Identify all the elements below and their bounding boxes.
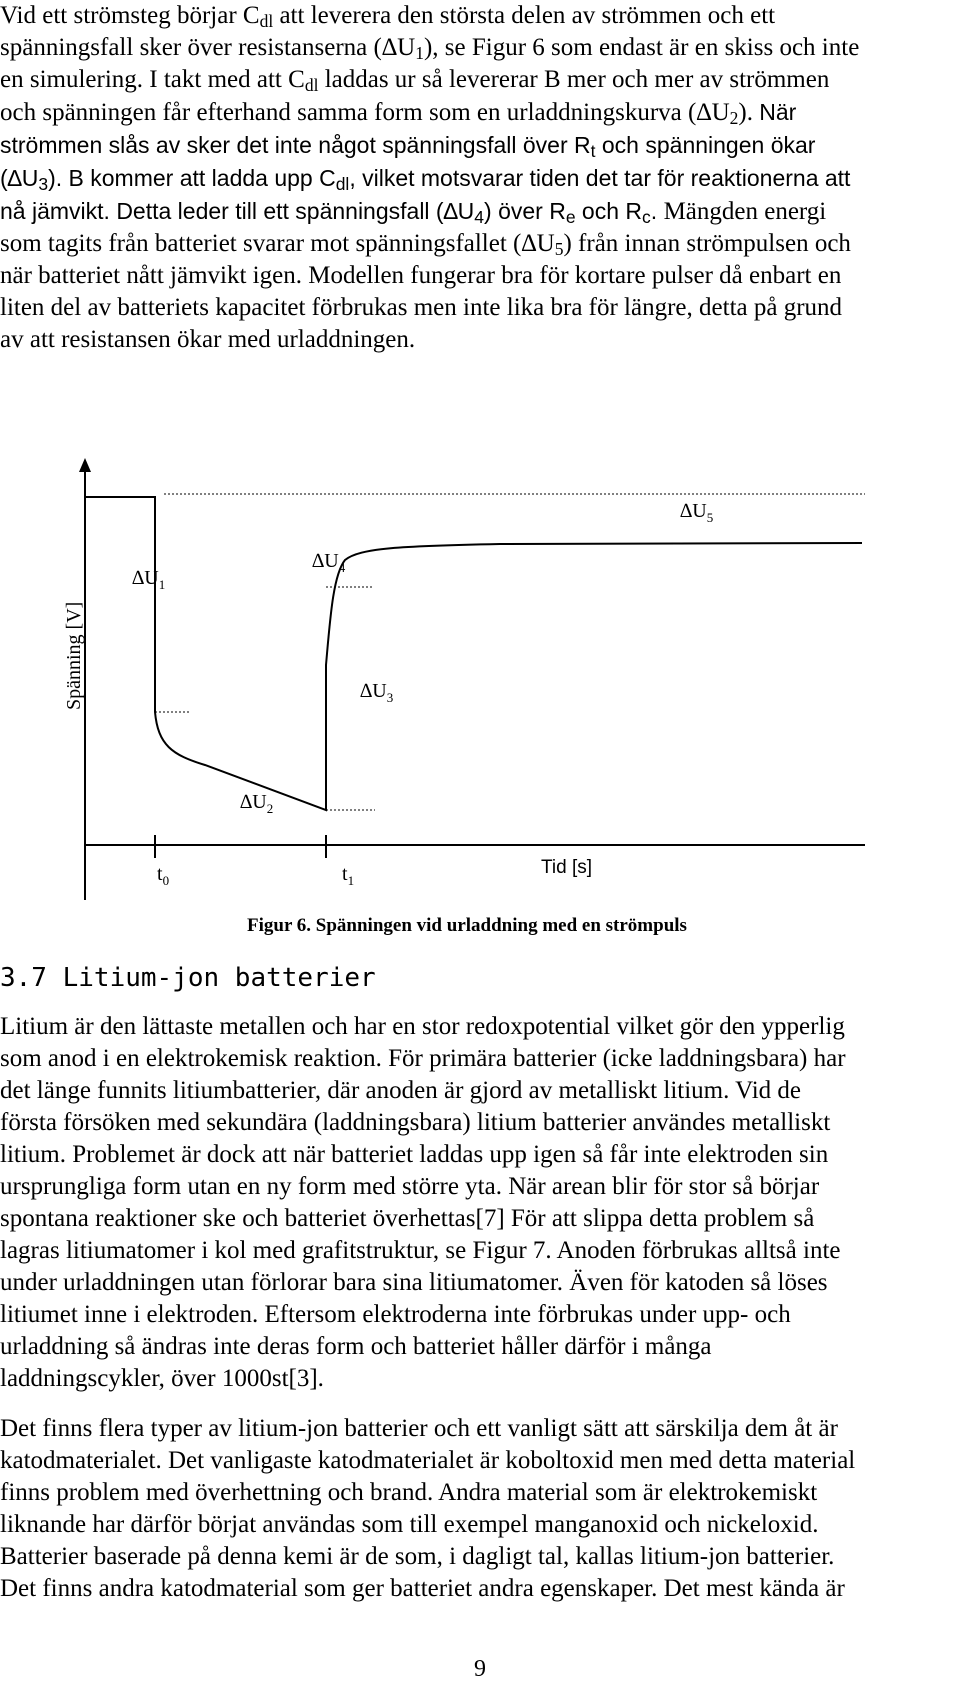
text-line: laddningscykler, över 1000st[3]. [0, 1365, 324, 1392]
text-line: liknande har därför börjat användas som till exempel manganoxid och nickeloxid. [0, 1511, 819, 1538]
delta-u2-label: $\Delta U_2$ [240, 791, 274, 816]
delta-u5-label: $\Delta U_5$ [680, 500, 714, 525]
page-number: 9 [474, 1656, 486, 1682]
text-run: Vid ett strömsteg börjar C [0, 2, 260, 29]
text-run: en simulering. I takt med att C [0, 66, 305, 93]
text-run: att leverera den största delen av strömmen och ett [273, 2, 776, 29]
t1-label: $t_1$ [342, 863, 355, 888]
text-line: litium. Problemet är dock att när batteriet laddas upp igen så får inte elektroden sin [0, 1141, 829, 1168]
text-run: när batteriet nått jämvikt igen. Modellen fungerar bra för kortare pulser då enbart en [0, 262, 842, 289]
text-run: . [650, 198, 664, 224]
text-run: och spänningen ökar [595, 132, 816, 158]
delta-u3-label: $\Delta U_3$ [360, 680, 394, 705]
text-run: strömmen slås av sker det inte något spänningsfall över R [0, 132, 591, 158]
text-line: som anod i en elektrokemisk reaktion. För primära batterier (icke laddningsbara) har [0, 1045, 846, 1072]
text-line: Batterier baserade på denna kemi är de som, i dagligt tal, kallas litium-jon batterier. [0, 1543, 835, 1570]
text-line: urladdning så ändras inte deras form och batteriet håller därför i många [0, 1333, 712, 1360]
delta-u1-label: $\Delta U_1$ [132, 567, 166, 592]
text-line: Litium är den lättaste metallen och har en stor redoxpotential vilket gör den ypperlig [0, 1013, 845, 1040]
paragraph-litium [0, 1011, 960, 1395]
y-axis-label: Spänning [V] [63, 601, 85, 710]
subscript: 1 [415, 42, 424, 63]
subscript: dl [259, 10, 274, 31]
text-run: och spänningen får efterhand samma form som en urladdningskurva (∆U [0, 99, 730, 126]
subscript: c [642, 206, 651, 227]
subscript: e [565, 206, 576, 227]
text-line: ursprungliga form utan en ny form med större yta. När arean blir för stor så börjar [0, 1173, 820, 1200]
text-line: Det finns flera typer av litium-jon batterier och ett vanligt sätt att särskilja dem åt är [0, 1415, 838, 1442]
subscript: 4 [474, 206, 485, 227]
text-run: (∆U [0, 165, 39, 191]
figure-caption: Figur 6. Spänningen vid urladdning med en strömpuls [247, 915, 687, 936]
section-heading: 3.7 Litium-jon batterier [0, 963, 376, 993]
text-line: finns problem med överhettning och brand. Andra material som är elektrokemiskt [0, 1479, 818, 1506]
t0-label: $t_0$ [157, 863, 170, 888]
subscript: 2 [729, 107, 739, 128]
subscript: dl [335, 173, 350, 194]
text-line: litiumet inne i elektroden. Eftersom elektroderna inte förbrukas under upp- och [0, 1301, 791, 1328]
text-run: ), se Figur 6 som endast är en skiss och inte [423, 34, 860, 61]
text-line: lagras litiumatomer i kol med grafitstruktur, se Figur 7. Anoden förbrukas alltså inte [0, 1237, 841, 1264]
text-run: ). B kommer att ladda upp C [48, 165, 336, 191]
text-run: som tagits från batteriet svarar mot spänningsfallet (∆U [0, 230, 555, 257]
text-line: Det finns andra katodmaterial som ger batteriet andra egenskaper. Det mest kända är [0, 1575, 845, 1602]
text-run: , vilket motsvarar tiden det tar för reaktionerna att [349, 165, 851, 191]
voltage-curve [85, 497, 862, 810]
text-run: laddas ur så levererar B mer och mer av strömmen [318, 66, 830, 93]
text-run: av att resistansen ökar med urladdningen. [0, 326, 416, 353]
text-line: under urladdningen utan förlorar bara sina litiumatomer. Även för katoden så löses [0, 1269, 828, 1296]
text-line: spontana reaktioner ske och batteriet överhettas[7] För att slippa detta problem så [0, 1205, 815, 1232]
text-run: och R [575, 198, 643, 224]
subscript: t [590, 140, 596, 161]
text-line: katodmaterialet. Det vanligaste katodmaterialet är koboltoxid men med detta material [0, 1447, 856, 1474]
subscript: 3 [38, 173, 49, 194]
subscript: 5 [554, 238, 564, 259]
text-run: ) över R [484, 198, 566, 224]
paragraph-katodmaterial [0, 1413, 960, 1605]
text-run: När [759, 99, 797, 125]
delta-u4-label: $\Delta U_4$ [312, 550, 346, 575]
y-axis-arrowhead [79, 458, 91, 472]
text-run: Mängden energi [663, 198, 827, 225]
subscript: dl [304, 74, 319, 95]
text-run: ). [738, 99, 760, 126]
text-run: ) från innan strömpulsen och [563, 230, 851, 257]
text-line: det länge funnits litiumbatterier, där anoden är gjord av metalliskt litium. Vid de [0, 1077, 802, 1104]
text-line: första försöken med sekundära (laddningsbara) litium batterier användes metalliskt [0, 1109, 831, 1136]
text-run: spänningsfall sker över resistanserna (∆U [0, 34, 416, 61]
text-run: nå jämvikt. Detta leder till ett spänningsfall (∆U [0, 198, 475, 224]
text-run: liten del av batteriets kapacitet förbrukas men inte lika bra för längre, detta på grund [0, 294, 843, 321]
x-axis-label: Tid [s] [541, 857, 593, 878]
